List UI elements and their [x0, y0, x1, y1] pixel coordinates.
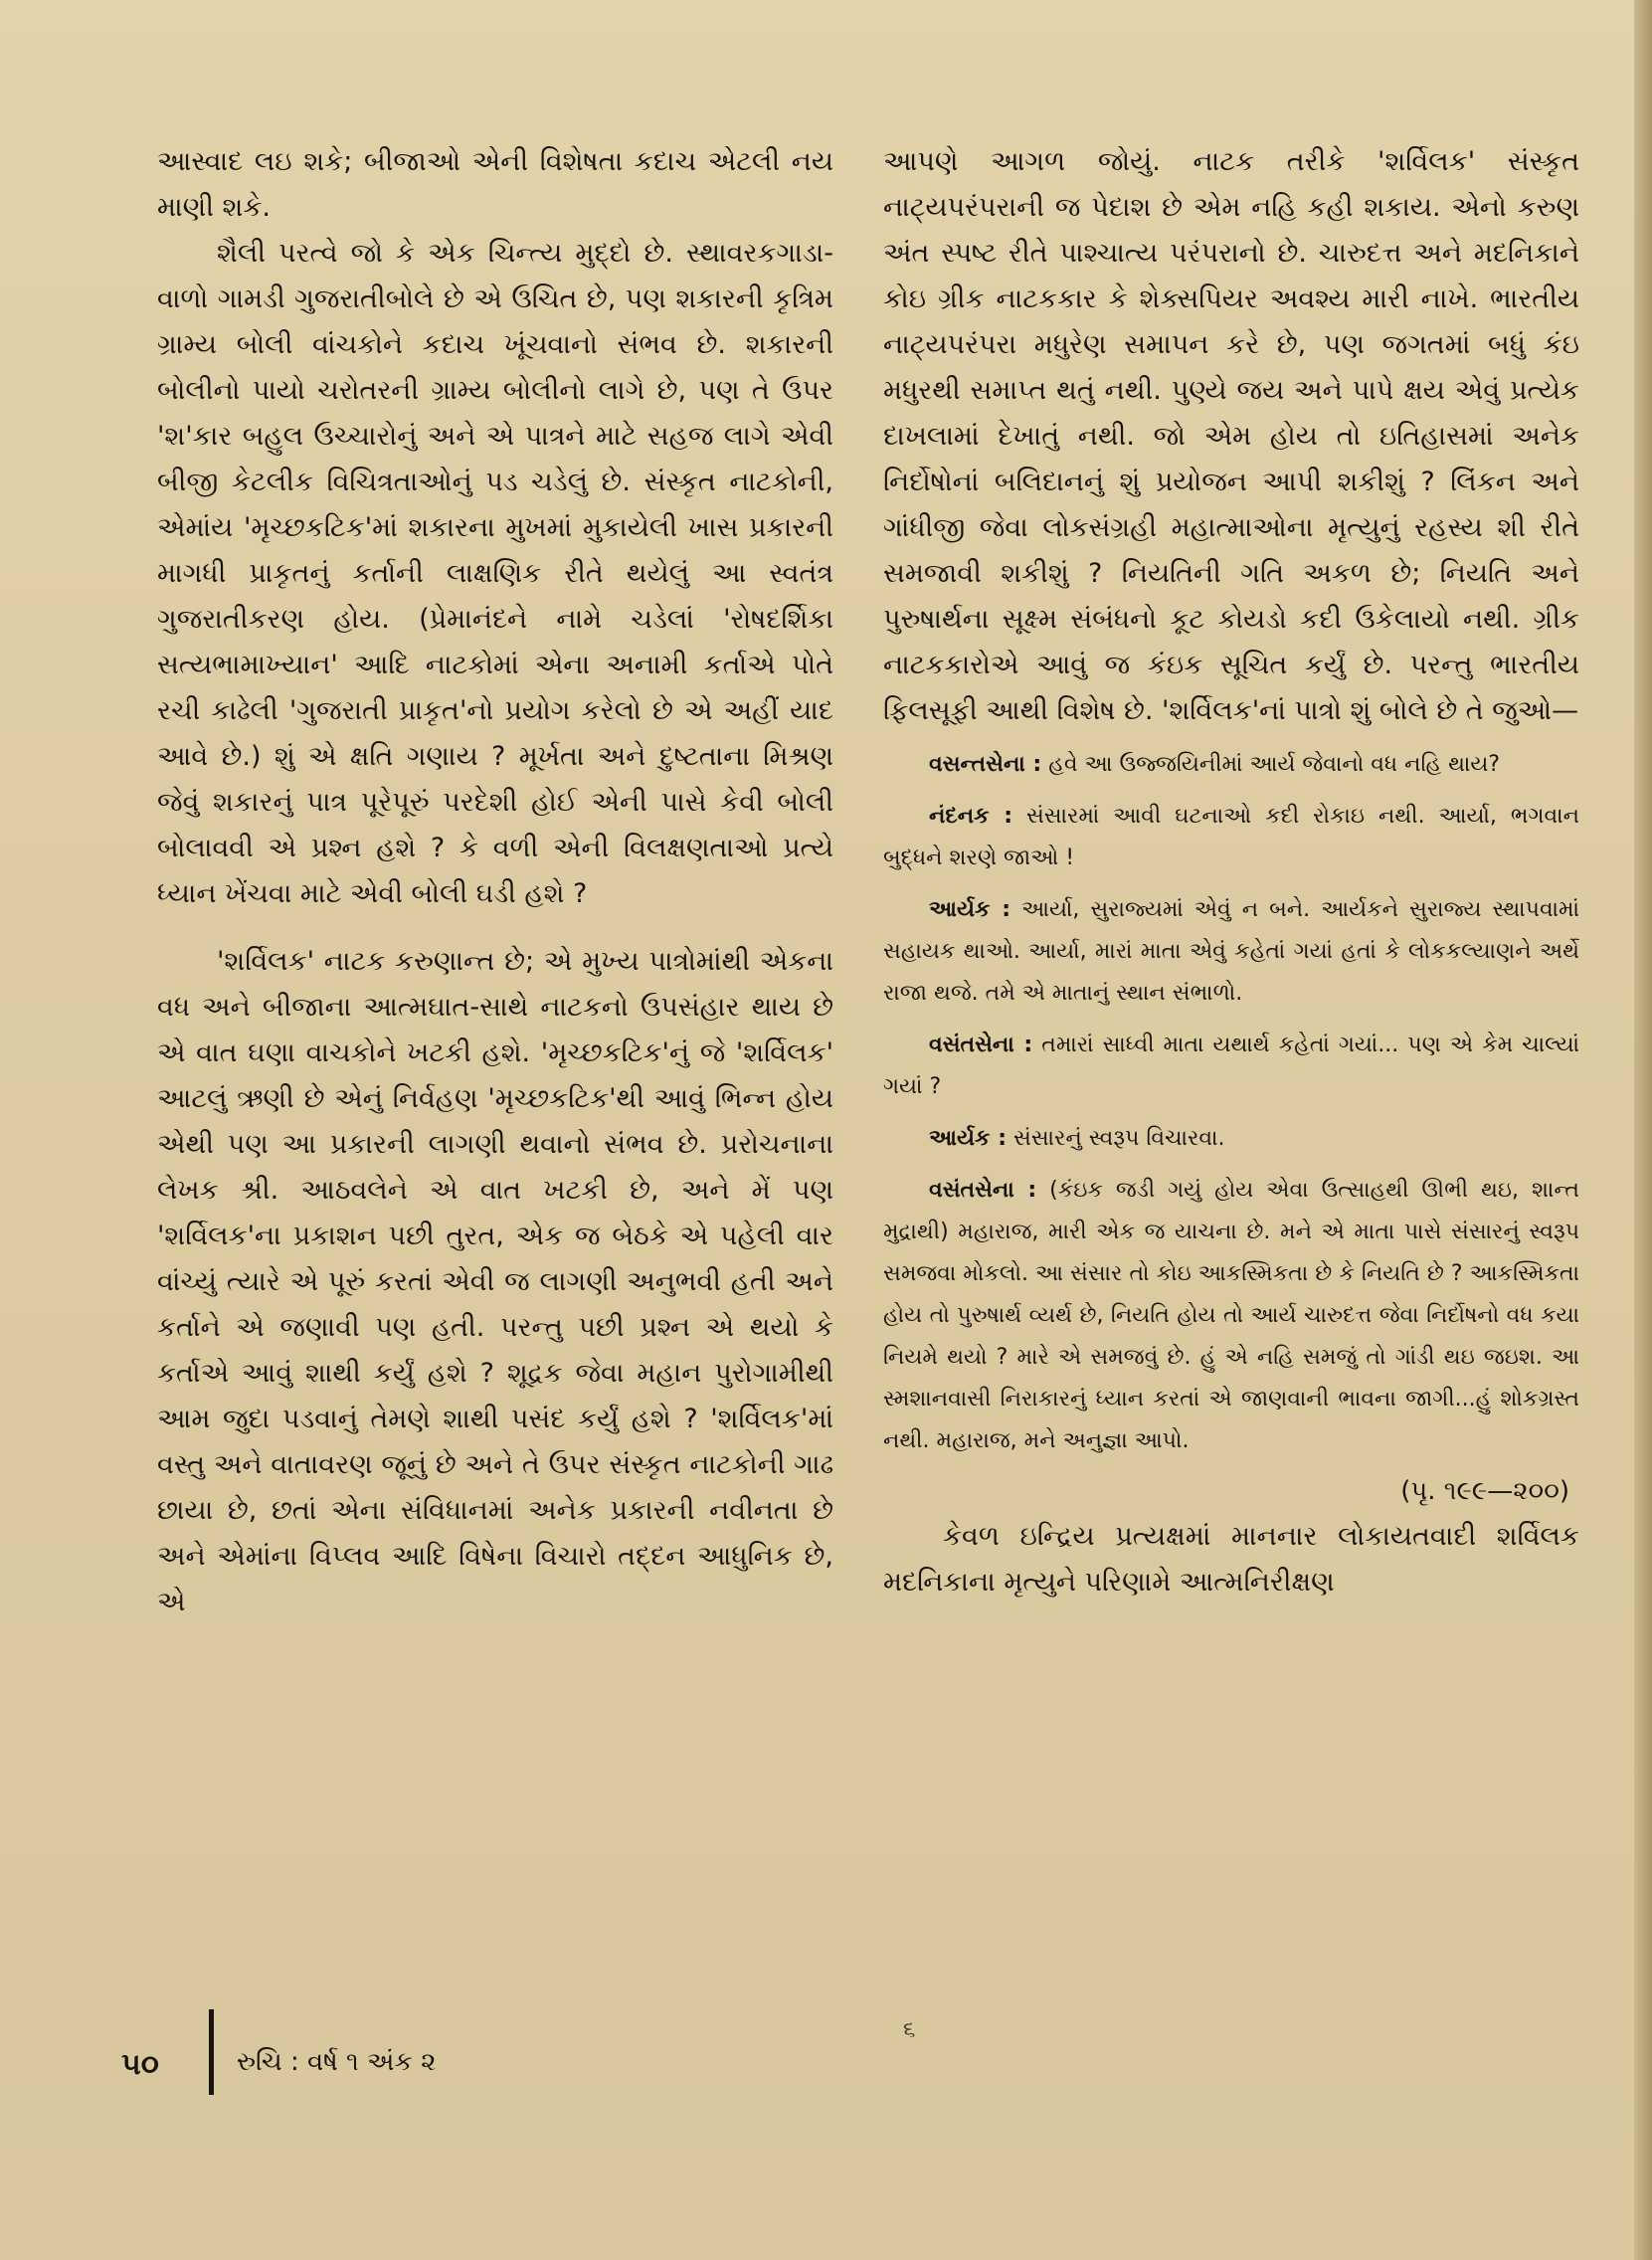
- signature-mark: ૬: [903, 2017, 916, 2042]
- left-column: [157, 139, 833, 1625]
- dialogue-line: [883, 1025, 1579, 1108]
- paragraph: આસ્વાદ લઇ શકે; બીજાઓ એની વિશેષતા કદાચ એટલી નય માણી શકે.: [157, 146, 833, 223]
- dialogue-block: [883, 744, 1579, 1462]
- speaker-name: આર્યક :: [929, 897, 1010, 922]
- page-reference: (પૃ. ૧૯૯—૨૦૦): [1400, 1476, 1569, 1506]
- speaker-name: વસન્તસેના :: [929, 752, 1042, 777]
- dialogue-text: હવે આ ઉજ્જયિનીમાં આર્ય જેવાનો વધ નહિ થાય?: [1048, 752, 1501, 777]
- speaker-name: નંદનક :: [929, 804, 1013, 829]
- dialogue-text: સંસારનું સ્વરૂપ વિચારવા.: [1013, 1126, 1225, 1151]
- journal-footer: રુચિ : વર્ષ ૧ અંક ૨: [237, 2047, 437, 2077]
- dialogue-text: આર્યા, સુરાજ્યમાં એવું ન બને. આર્યકને સુરાજ્ય સ્થાપવામાં સહાયક થાઓ. આર્યા, મારાં માતા એવું કહેતાં ગયાં હતાં કે લોકકલ્યાણને અર્થે રાજા થજે. તમે એ માતાનું સ્થાન સંભાળો.: [883, 897, 1579, 1006]
- dialogue-line: [883, 889, 1579, 1015]
- speaker-name: વસંતસેના :: [929, 1178, 1037, 1203]
- speaker-name: આર્યક :: [929, 1126, 1007, 1151]
- dialogue-text: સંસારમાં આવી ઘટનાઓ કદી રોકાઇ નથી. આર્યા, ભગવાન બુદ્ધને શરણે જાઓ !: [883, 804, 1579, 870]
- paragraph: કેવળ ઇન્દ્રિય પ્રત્યક્ષમાં માનનાર લોકાયતવાદી શર્વિલક મદનિકાના મૃત્યુને પરિણામે આત્મનિરીક્ષણ: [883, 1521, 1579, 1598]
- speaker-name: વસંતસેના :: [929, 1033, 1033, 1057]
- paragraph: આપણે આગળ જોયું. નાટક તરીકે 'શર્વિલક' સંસ્કૃત નાટ્યપરંપરાની જ પેદાશ છે એમ નહિ કહી શકાય. એનો કરુણ અંત સ્પષ્ટ રીતે પાશ્ચાત્ય પરંપરાનો છે. ચારુદત્ત અને મદનિકાને કોઇ ગ્રીક નાટકકાર કે શેક્સપિયર અવશ્ય મારી નાખે. ભારતીય નાટ્યપરંપરા મધુરેણ સમાપન કરે છે, પણ જગતમાં બધું કંઇ મધુરથી સમાપ્ત થતું નથી. પુણ્યે જય અને પાપે ક્ષય એવું પ્રત્યેક દાખલામાં દેખાતું નથી. જો એમ હોય તો ઇતિહાસમાં અનેક નિર્દોષોનાં બલિદાનનું શું પ્રયોજન આપી શકીશું ? લિંકન અને ગાંધીજી જેવા લોકસંગ્રહી મહાત્માઓના મૃત્યુનું રહસ્ય શી રીતે સમજાવી શકીશું ? નિયતિની ગતિ અકળ છે; નિયતિ અને પુરુષાર્થના સૂક્ષ્મ સંબંધનો કૂટ કોયડો કદી ઉકેલાયો નથી. ગ્રીક નાટકકારોએ આવું જ કંઇક સૂચિત કર્યું છે. પરન્તુ ભારતીય ફિલસૂફી આથી વિશેષ છે. 'શર્વિલક'નાં પાત્રો શું બોલે છે તે જુઓ—: [883, 146, 1579, 726]
- dialogue-line: [883, 796, 1579, 879]
- dialogue-line: [883, 1170, 1579, 1462]
- paragraph: શૈલી પરત્વે જો કે એક ચિન્ત્ય મુદ્દો છે. સ્થાવરકગાડા-વાળો ગામડી ગુજરાતીબોલે છે એ ઉચિત છે, પણ શકારની કૃત્રિમ ગ્રામ્ય બોલી વાંચકોને કદાચ ખૂંચવાનો સંભવ છે. શકારની બોલીનો પાયો ચરોતરની ગ્રામ્ય બોલીનો લાગે છે, પણ તે ઉપર 'શ'કાર બહુલ ઉચ્ચારોનું અને એ પાત્રને માટે સહજ લાગે એવી બીજી કેટલીક વિચિત્રતાઓનું પડ ચડેલું છે. સંસ્કૃત નાટકોની, એમાંય 'મૃચ્છકટિક'માં શકારના મુખમાં મુકાયેલી ખાસ પ્રકારની માગધી પ્રાકૃતનું કર્તાની લાક્ષણિક રીતે થયેલું આ સ્વતંત્ર ગુજરાતીકરણ હોય. (પ્રેમાનંદને નામે ચડેલાં 'રોષદર્શિકા સત્યભામાખ્યાન' આદિ નાટકોમાં એના અનામી કર્તાએ પોતે રચી કાઢેલી 'ગુજરાતી પ્રાકૃત'નો પ્રયોગ કરેલો છે એ અહીં યાદ આવે છે.) શું એ ક્ષતિ ગણાય ? મૂર્ખતા અને દુષ્ટતાના મિશ્રણ જેવું શકારનું પાત્ર પૂરેપૂરું પરદેશી હોઈ એની પાસે કેવી બોલી બોલાવવી એ પ્રશ્ન હશે ? કે વળી એની વિલક્ષણતાઓ પ્રત્યે ધ્યાન ખેંચવા માટે એવી બોલી ઘડી હશે ?: [157, 238, 833, 909]
- dialogue-text: તમારાં સાધ્વી માતા યથાર્થ કહેતાં ગયાં... પણ એ કેમ ચાલ્યાં ગયાં ?: [883, 1033, 1580, 1099]
- page-number: ૫૦: [121, 2047, 159, 2082]
- dialogue-text: (કંઇક જડી ગયું હોય એવા ઉત્સાહથી ઊભી થઇ, શાન્ત મુદ્રાથી) મહારાજ, મારી એક જ યાચના છે. મને એ માતા પાસે સંસારનું સ્વરૂપ સમજવા મોકલો. આ સંસાર તો કોઇ આકસ્મિકતા છે કે નિયતિ છે ? આકસ્મિકતા હોય તો પુરુષાર્થ વ્યર્થ છે, નિયતિ હોય તો આર્ય ચારુદત્ત જેવા નિર્દોષનો વધ કયા નિયમે થયો ? મારે એ સમજવું છે. હું એ નહિ સમજું તો ગાંડી થઇ જઇશ. આ સ્મશાનવાસી નિરાકારનું ધ્યાન કરતાં એ જાણવાની ભાવના જાગી...હું શોકગ્રસ્ત નથી. મહારાજ, મને અનુજ્ઞા આપો.: [883, 1178, 1579, 1453]
- paragraph: 'શર્વિલક' નાટક કરુણાન્ત છે; એ મુખ્ય પાત્રોમાંથી એકના વધ અને બીજાના આત્મઘાત-સાથે નાટકનો ઉપસંહાર થાય છે એ વાત ઘણા વાચકોને ખટકી હશે. 'મૃચ્છકટિક'નું જે 'શર્વિલક' આટલું ઋણી છે એનું નિર્વહણ 'મૃચ્છકટિક'થી આવું ભિન્ન હોય એથી પણ આ પ્રકારની લાગણી થવાનો સંભવ છે. પ્રરોચનાના લેખક શ્રી. આઠવલેને એ વાત ખટકી છે, અને મેં પણ 'શર્વિલક'ના પ્રકાશન પછી તુરત, એક જ બેઠકે એ પહેલી વાર વાંચ્યું ત્યારે એ પૂરું કરતાં એવી જ લાગણી અનુભવી હતી અને કર્તાને એ જણાવી પણ હતી. પરન્તુ પછી પ્રશ્ન એ થયો કે કર્તાએ આવું શાથી કર્યું હશે ? શૂદ્રક જેવા મહાન પુરોગામીથી આમ જુદા પડવાનું તેમણે શાથી પસંદ કર્યું હશે ? 'શર્વિલક'માં વસ્તુ અને વાતાવરણ જૂનું છે અને તે ઉપર સંસ્કૃત નાટકોની ગાઢ છાયા છે, છતાં એના સંવિધાનમાં અનેક પ્રકારની નવીનતા છે અને એમાંના વિપ્લવ આદિ વિષેના વિચારો તદ્દન આધુનિક છે, એ: [157, 946, 833, 1617]
- page-binding-edge: [1634, 0, 1652, 2260]
- footer-rule: [209, 2009, 214, 2095]
- dialogue-line: [883, 744, 1579, 786]
- dialogue-line: [883, 1118, 1579, 1160]
- right-column: [883, 139, 1579, 1605]
